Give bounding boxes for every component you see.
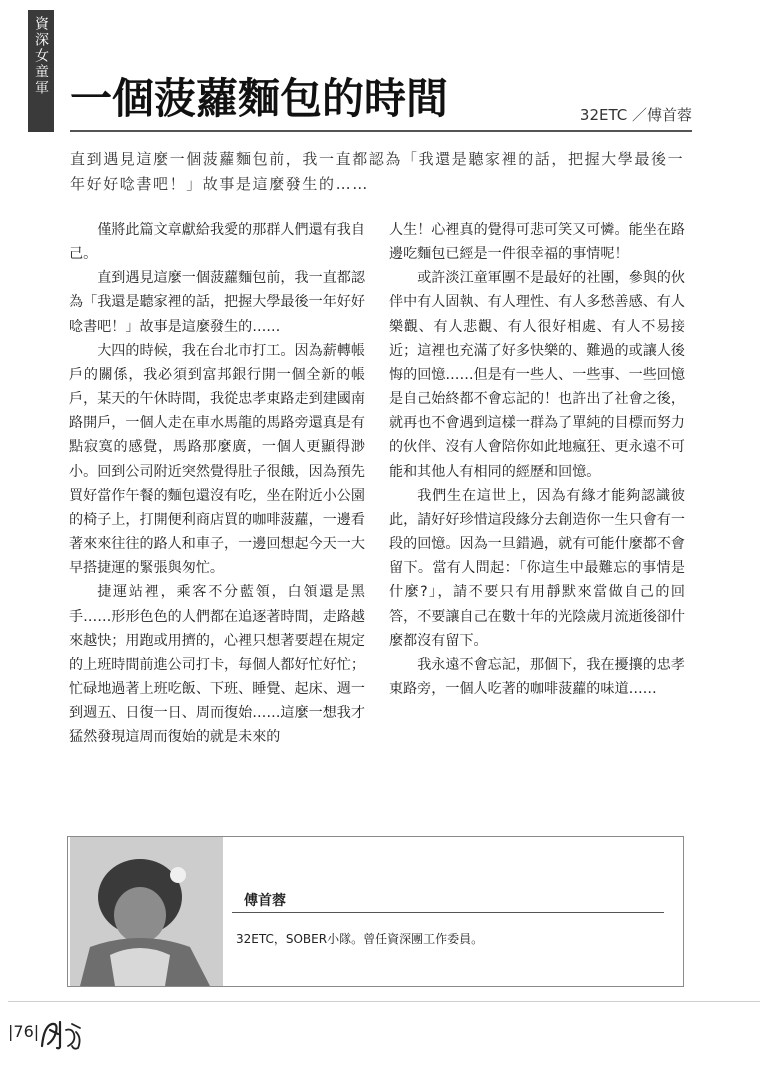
paragraph: 大四的時候，我在台北市打工。因為薪轉帳戶的關係，我必須到富邦銀行開一個全新的帳戶，某天的午休時間，我從忠孝東路走到建國南路開戶，一個人走在車水馬龍的馬路旁還真是有點寂寞的感覺，馬路那麼廣，一個人更顯得渺小。回到公司附近突然覺得肚子很餓，因為預先買好當作午餐的麵包還沒有吃，坐在附近小公園的椅子上，打開便利商店買的咖啡菠蘿，一邊看著來來往往的路人和車子，一邊回想起今天一大早搭捷運的緊張與匆忙。: [69, 342, 365, 577]
author-photo: [70, 837, 223, 986]
paragraph: 直到遇見這麼一個菠蘿麵包前，我一直都認為「我還是聽家裡的話，把握大學最後一年好好唸書吧！」故事是這麼發生的……: [69, 270, 365, 335]
paragraph: 我永遠不會忘記，那個下，我在擾攘的忠孝東路旁，一個人吃著的咖啡菠蘿的味道……: [389, 656, 685, 697]
article-byline: 32ETC ／傅首蓉: [579, 106, 692, 124]
article-title: 一個菠蘿麵包的時間: [70, 74, 449, 123]
body-column-left: [69, 218, 365, 749]
author-bio: 32ETC，SOBER小隊。曾任資深團工作委員。: [236, 932, 484, 946]
paragraph: 捷運站裡，乘客不分藍領，白領還是黑手……形形色色的人們都在追逐著時間，走路越來越快；用跑或用擠的，心裡只想著要趕在規定的上班時間前進公司打卡，每個人都好忙好忙；忙碌地過著上班吃飯、下班、睡覺、起床、週一到週五、日復一日、周而復始……這麼一想我才猛然發現這周而復始的就是未來的: [69, 584, 365, 746]
page-number-value: 76: [13, 1022, 34, 1041]
page-number: [8, 1022, 39, 1041]
paragraph: 人生！心裡真的覺得可悲可笑又可憐。能坐在路邊吃麵包已經是一件很幸福的事情呢！: [389, 222, 685, 263]
paragraph: 或許淡江童軍團不是最好的社團，參與的伙伴中有人固執、有人理性、有人多愁善感、有人樂觀、有人悲觀、有人很好相處、有人不易接近；這裡也充滿了好多快樂的、難過的或讓人後悔的回憶……但是有一些人、一些事、一些回憶是自己始終都不會忘記的！也許出了社會之後，就再也不會遇到這樣一群為了單純的目標而努力的伙伴、沒有人會陪你如此地瘋狂、更永遠不可能和其他人有相同的經歷和回憶。: [389, 270, 685, 480]
page-number-bar: |: [8, 1022, 14, 1041]
footer-divider: [8, 1001, 760, 1002]
title-divider: [70, 130, 692, 132]
paragraph: 僅將此篇文章獻給我愛的那群人們還有我自己。: [69, 222, 365, 263]
author-divider: [232, 912, 664, 913]
article-intro: 直到遇見這麼一個菠蘿麵包前，我一直都認為「我還是聽家裡的話，把握大學最後一年好好唸書吧！」故事是這麼發生的……: [70, 150, 685, 193]
paragraph: 我們生在這世上，因為有緣才能夠認識彼此，請好好珍惜這段緣分去創造你一生只會有一段的回憶。因為一旦錯過，就有可能什麼都不會留下。當有人問起：「你這生中最難忘的事情是什麼?」，請不要只有用靜默來當做自己的回答，不要讓自己在數十年的光陰歲月流逝後卻什麼都沒有留下。: [389, 487, 685, 649]
body-column-right: [389, 218, 685, 701]
page-number-bar: |: [33, 1022, 40, 1041]
author-name: 傅首蓉: [244, 893, 286, 909]
publication-logo: [38, 1018, 86, 1052]
section-tab: 資深女童軍: [28, 10, 54, 132]
